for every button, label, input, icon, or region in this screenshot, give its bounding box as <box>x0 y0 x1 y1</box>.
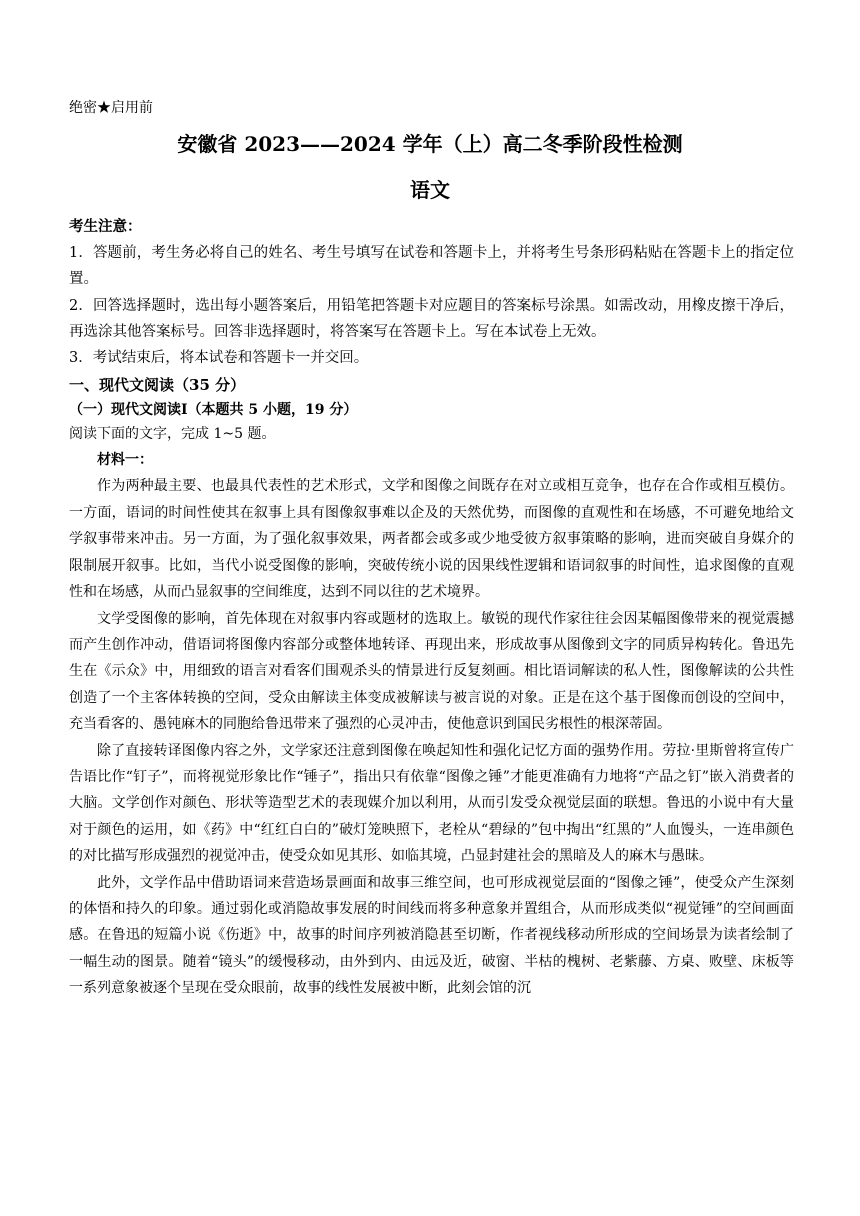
material-paragraph: 作为两种最主要、也最具代表性的艺术形式，文学和图像之间既存在对立或相互竞争，也存在合作或相互模仿。一方面，语词的时间性使其在叙事上具有图像叙事难以企及的天然优势，而图像的直观性和在场感，不可避免地给文学叙事带来冲击。另一方面，为了强化叙事效果，两者都会或多或少地受彼方叙事策略的影响，进而突破自身媒介的限制展开叙事。比如，当代小说受图像的影响，突破传统小说的因果线性逻辑和语词叙事的时间性，追求图像的直观性和在场感，从而凸显叙事的空间维度，达到不同以往的艺术境界。 <box>69 478 794 601</box>
notice-heading: 考生注意： <box>69 218 142 235</box>
subject-title: 语文 <box>410 178 450 202</box>
material-paragraph: 此外，文学作品中借助语词来营造场景画面和故事三维空间，也可形成视觉层面的“图像之锤”，使受众产生深刻的体悟和持久的印象。通过弱化或消隐故事发展的时间线而将多种意象并置组合，从而形成类似“视觉锤”的空间画面感。在鲁迅的短篇小说《伤逝》中，故事的时间序列被消隐甚至切断，作者视线移动所形成的空间场景为读者绘制了一幅生动的图景。随着“镜头”的缓慢移动，由外到内、由远及近，破窗、半枯的槐树、老紫藤、方桌、败壁、床板等一系列意象被逐个呈现在受众眼前，故事的线性发展被中断，此刻会馆的沉 <box>69 874 794 997</box>
notice-item-2: 2．回答选择题时，选出每小题答案后，用铅笔把答题卡对应题目的答案标号涂黑。如需改动，用橡皮擦干净后，再选涂其他答案标号。回答非选择题时，将答案写在答题卡上。写在本试卷上无效。 <box>69 297 794 340</box>
notice-item-1: 1．答题前，考生务必将自己的姓名、考生号填写在试卷和答题卡上，并将考生号条形码粘贴在答题卡上的指定位置。 <box>69 245 794 288</box>
material-label: 材料一： <box>97 452 153 469</box>
material-paragraph: 文学受图像的影响，首先体现在对叙事内容或题材的选取上。敏锐的现代作家往往会因某幅图像带来的视觉震撼而产生创作冲动，借语词将图像内容部分或整体地转译、再现出来，形成故事从图像到文字的同质异构转化。鲁迅先生在《示众》中，用细致的语言对看客们围观杀头的情景进行反复刻画。相比语词解读的私人性，图像解读的公共性创造了一个主客体转换的空间，受众由解读主体变成被解读与被言说的对象。正是在这个基于图像而创设的空间中，充当看客的、愚钝麻木的同胞给鲁迅带来了强烈的心灵冲击，使他意识到国民劣根性的根深蒂固。 <box>69 610 794 733</box>
section-subtitle: （一）现代文阅读Ⅰ（本题共 5 小题，19 分） <box>69 402 358 419</box>
exam-body <box>69 214 794 1002</box>
material-paragraph: 除了直接转译图像内容之外，文学家还注意到图像在唤起知性和强化记忆方面的强势作用。劳拉·里斯曾将宣传广告语比作“钉子”，而将视觉形象比作“锤子”，指出只有依靠“图像之锤”才能更准确有力地将“产品之钉”嵌入消费者的大脑。文学创作对颜色、形状等造型艺术的表现媒介加以利用，从而引发受众视觉层面的联想。鲁迅的小说中有大量对于颜色的运用，如《药》中“红红白白的”破灯笼映照下，老栓从“碧绿的”包中掏出“红黑的”人血馒头，一连串颜色的对比描写形成强烈的视觉冲击，使受众如见其形、如临其境，凸显封建社会的黑暗及人的麻木与愚昧。 <box>69 742 794 865</box>
reading-instruction: 阅读下面的文字，完成 1~5 题。 <box>69 426 276 443</box>
notice-item-3: 3．考试结束后，将本试卷和答题卡一并交回。 <box>69 350 369 367</box>
exam-title: 安徽省 2023——2024 学年（上）高二冬季阶段性检测 <box>177 132 683 156</box>
confidential-mark: 绝密★启用前 <box>69 100 153 116</box>
section-title: 一、现代文阅读（35 分） <box>69 376 246 395</box>
